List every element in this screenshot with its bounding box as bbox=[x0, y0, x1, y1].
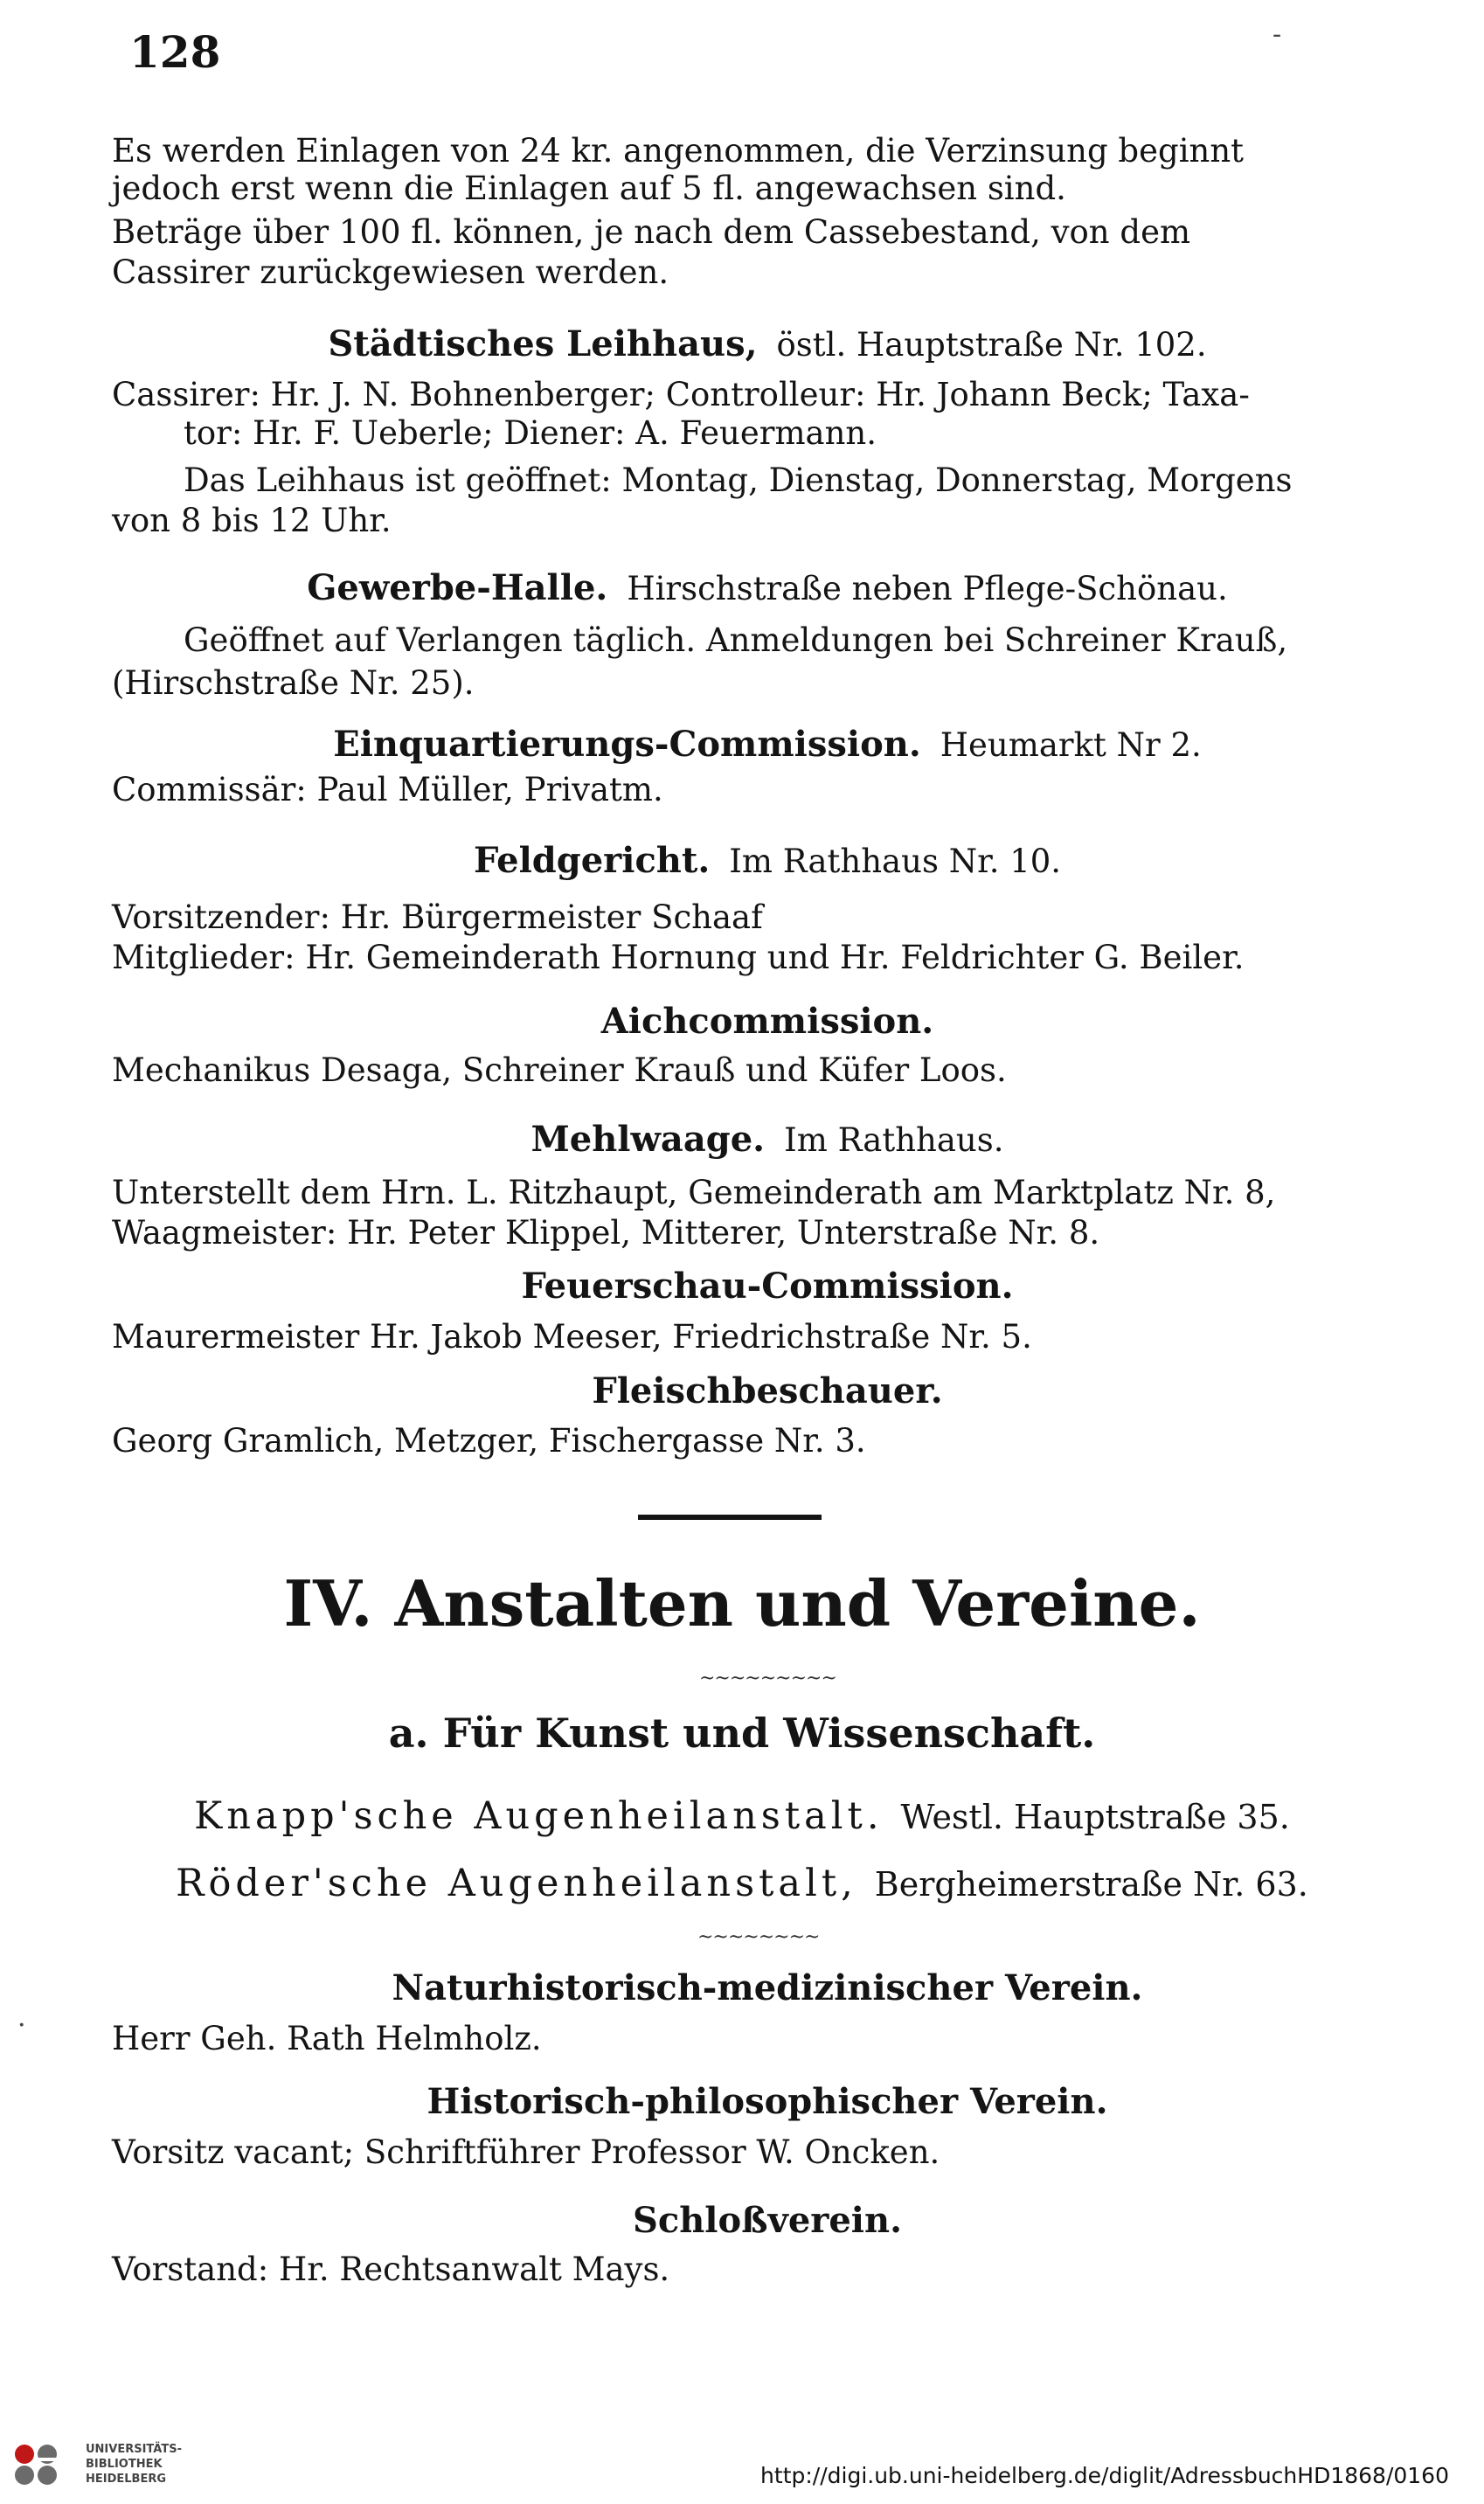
gewerbehalle-address: Hirschstraße neben Pflege-Schönau. bbox=[627, 570, 1228, 607]
leihhaus-name: Städtisches Leihhaus, bbox=[328, 323, 758, 364]
schlossverein-line-1: Vorstand: Hr. Rechtsanwalt Mays. bbox=[112, 2251, 670, 2288]
histphil-name: Historisch-philosophischer Verein. bbox=[426, 2081, 1108, 2122]
mehlwaage-address: Im Rathhaus. bbox=[784, 1121, 1004, 1159]
mehlwaage-name: Mehlwaage. bbox=[530, 1119, 766, 1160]
fleischbeschauer-heading bbox=[112, 1363, 1423, 1419]
logo-line-3: HEIDELBERG bbox=[86, 2473, 167, 2486]
ornament-squiggle-2: ~~~~~~~~ bbox=[697, 1926, 820, 1948]
intro-line-4: Cassirer zurückgewiesen werden. bbox=[112, 253, 669, 291]
naturhist-line-1: Herr Geh. Rath Helmholz. bbox=[112, 2020, 542, 2057]
schlossverein-heading bbox=[112, 2193, 1423, 2249]
feldgericht-address: Im Rathhaus Nr. 10. bbox=[729, 843, 1062, 880]
leihhaus-heading bbox=[112, 316, 1423, 373]
histphil-heading bbox=[112, 2074, 1423, 2130]
leihhaus-line-4: von 8 bis 12 Uhr. bbox=[112, 502, 392, 539]
roeder-entry bbox=[0, 1855, 1484, 1913]
roeder-address: Bergheimerstraße Nr. 63. bbox=[874, 1865, 1308, 1904]
aichcommission-heading bbox=[112, 994, 1423, 1050]
leihhaus-line-1: Cassirer: Hr. J. N. Bohnenberger; Controlleur: Hr. Johann Beck; Taxa- bbox=[112, 376, 1250, 413]
leihhaus-line-2: tor: Hr. F. Ueberle; Diener: A. Feuermann. bbox=[184, 414, 877, 452]
gewerbehalle-name: Gewerbe-Halle. bbox=[307, 567, 608, 608]
gewerbehalle-heading bbox=[112, 560, 1423, 617]
library-logo bbox=[12, 2438, 231, 2491]
feuerschau-heading bbox=[112, 1259, 1423, 1314]
ornament-squiggle: ~~~~~~~~~ bbox=[699, 1668, 836, 1689]
subsection-title: Für Kunst und Wissenschaft. bbox=[442, 1710, 1096, 1757]
einquartierung-line-1: Commissär: Paul Müller, Privatm. bbox=[112, 771, 663, 808]
feuerschau-name: Feuerschau-Commission. bbox=[521, 1266, 1014, 1307]
feldgericht-line-1: Vorsitzender: Hr. Bürgermeister Schaaf bbox=[112, 898, 763, 936]
scan-mark: - bbox=[1272, 19, 1282, 50]
subsection-heading bbox=[0, 1703, 1484, 1764]
source-url[interactable]: http://digi.ub.uni-heidelberg.de/diglit/AdressbuchHD1868/0160 bbox=[760, 2463, 1449, 2488]
roeder-name: Röder'sche Augenheilanstalt, bbox=[176, 1862, 857, 1905]
naturhist-heading bbox=[112, 1960, 1423, 2016]
einquartierung-name: Einquartierungs-Commission. bbox=[333, 724, 921, 765]
fleischbeschauer-line-1: Georg Gramlich, Metzger, Fischergasse Nr. 3. bbox=[112, 1422, 866, 1460]
intro-line-1: Es werden Einlagen von 24 kr. angenommen, die Verzinsung beginnt bbox=[112, 132, 1245, 170]
leihhaus-address: östl. Hauptstraße Nr. 102. bbox=[776, 326, 1207, 364]
mehlwaage-heading bbox=[112, 1112, 1423, 1169]
histphil-line-1: Vorsitz vacant; Schriftführer Professor W. Oncken. bbox=[112, 2133, 940, 2171]
feldgericht-name: Feldgericht. bbox=[473, 840, 711, 881]
intro-line-3: Beträge über 100 fl. können, je nach dem Cassebestand, von dem bbox=[112, 213, 1191, 251]
intro-line-2: jedoch erst wenn die Einlagen auf 5 fl. angewachsen sind. bbox=[112, 170, 1066, 207]
einquartierung-address: Heumarkt Nr 2. bbox=[940, 726, 1202, 764]
naturhist-name: Naturhistorisch-medizinischer Verein. bbox=[392, 1967, 1143, 2008]
knapp-entry bbox=[0, 1787, 1484, 1846]
feldgericht-heading bbox=[112, 833, 1423, 890]
knapp-address: Westl. Hauptstraße 35. bbox=[900, 1798, 1290, 1836]
aichcommission-line-1: Mechanikus Desaga, Schreiner Krauß und Küfer Loos. bbox=[112, 1051, 1007, 1089]
scan-mark-2: · bbox=[17, 2010, 26, 2041]
gewerbehalle-line-2: (Hirschstraße Nr. 25). bbox=[112, 664, 475, 702]
library-logo-text bbox=[86, 2442, 182, 2487]
gewerbehalle-line-1: Geöffnet auf Verlangen täglich. Anmeldungen bei Schreiner Krauß, bbox=[184, 621, 1288, 659]
feuerschau-line-1: Maurermeister Hr. Jakob Meeser, Friedrichstraße Nr. 5. bbox=[112, 1318, 1032, 1356]
logo-line-1: UNIVERSITÄTS- bbox=[86, 2443, 182, 2456]
library-logo-icon bbox=[12, 2442, 63, 2487]
section-title: IV. Anstalten und Vereine. bbox=[283, 1566, 1201, 1640]
leihhaus-line-3: Das Leihhaus ist geöffnet: Montag, Dienstag, Donnerstag, Morgens bbox=[184, 461, 1293, 499]
aichcommission-name: Aichcommission. bbox=[600, 1001, 934, 1042]
knapp-name: Knapp'sche Augenheilanstalt. bbox=[194, 1794, 884, 1838]
feldgericht-line-2: Mitglieder: Hr. Gemeinderath Hornung und Hr. Feldrichter G. Beiler. bbox=[112, 939, 1245, 976]
logo-line-2: BIBLIOTHEK bbox=[86, 2458, 163, 2471]
section-divider bbox=[638, 1515, 822, 1520]
fleischbeschauer-name: Fleischbeschauer. bbox=[592, 1370, 943, 1412]
schlossverein-name: Schloßverein. bbox=[632, 2200, 902, 2241]
mehlwaage-line-1: Unterstellt dem Hrn. L. Ritzhaupt, Gemeinderath am Marktplatz Nr. 8, bbox=[112, 1174, 1276, 1211]
mehlwaage-line-2: Waagmeister: Hr. Peter Klippel, Mitterer, Unterstraße Nr. 8. bbox=[112, 1214, 1100, 1252]
subsection-letter: a. bbox=[388, 1710, 429, 1757]
page-number: 128 bbox=[129, 26, 221, 78]
